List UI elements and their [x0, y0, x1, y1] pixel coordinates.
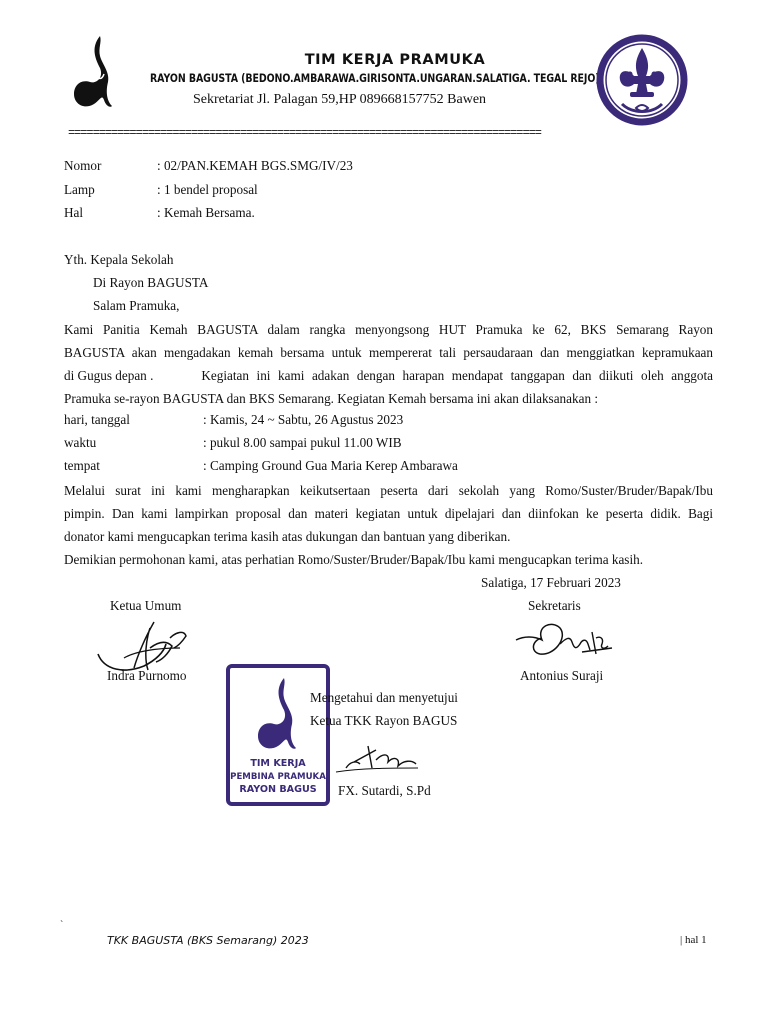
tunas-kelapa-icon: [66, 34, 124, 112]
meta-key-nomor: Nomor: [64, 158, 102, 173]
detail-value-place: : Camping Ground Gua Maria Kerep Ambarawa: [203, 458, 458, 473]
para1-line4: Pramuka se-rayon BAGUSTA dan BKS Semarang. Kegiatan Kemah bersama ini akan dilaksanakan :: [64, 391, 598, 406]
stamp-line3: RAYON BAGUS: [239, 784, 317, 795]
stamp-line1: TIM KERJA: [250, 758, 306, 769]
detail-key-place: tempat: [64, 458, 100, 473]
detail-key-date: hari, tanggal: [64, 412, 130, 427]
para1-line3: [64, 364, 713, 387]
signature-right-title: Sekretaris: [528, 598, 581, 613]
detail-key-time: waktu: [64, 435, 97, 450]
footer-page: | hal 1: [680, 934, 707, 946]
para1-line3-b: Kegiatan ini kami adakan dengan harapan mendapat tanggapan dan diikuti oleh anggota: [201, 368, 713, 383]
stamp-tunas-kelapa-icon: [252, 676, 308, 754]
paragraph-2: [64, 479, 713, 571]
approval-line2: Ketua TKK Rayon BAGUS: [310, 713, 458, 728]
closing-sentence: Demikian permohonan kami, atas perhatian Romo/Suster/Bruder/Bapak/Ibu kami mengucapkan terima kasih.: [64, 552, 643, 567]
stray-mark: `: [60, 920, 64, 931]
meta-key-lamp: Lamp: [64, 182, 95, 197]
signature-left-title: Ketua Umum: [110, 598, 182, 613]
para2-line2: pimpin. Dan kami lampirkan proposal dan materi kegiatan untuk dipelajari dan diinfokan ke peserta didik. Bagi: [64, 506, 713, 521]
meta-value-hal: : Kemah Bersama.: [157, 205, 255, 220]
recipient-line2: Di Rayon BAGUSTA: [93, 275, 209, 290]
detail-value-time: : pukul 8.00 sampai pukul 11.00 WIB: [203, 435, 402, 450]
footer-left: TKK BAGUSTA (BKS Semarang) 2023: [107, 934, 309, 947]
signature-right-icon: [512, 618, 616, 670]
org-address: Sekretariat Jl. Palagan 59,HP 089668157752 Bawen: [193, 92, 487, 107]
org-title: TIM KERJA PRAMUKA: [304, 52, 486, 68]
greeting: Salam Pramuka,: [93, 298, 180, 313]
para1-line1: Kami Panitia Kemah BAGUSTA dalam rangka menyongsong HUT Pramuka ke 62, BKS Semarang Rayon: [64, 322, 713, 337]
organization-stamp: [226, 664, 330, 806]
approval-name: FX. Sutardi, S.Pd: [338, 783, 431, 798]
paragraph-1: [64, 318, 713, 410]
signature-center-icon: [332, 738, 422, 778]
para2-line3: donator kami mengucapkan terima kasih atas dukungan dan bantuan yang diberikan.: [64, 529, 511, 544]
header-divider: =============================================================================: [68, 126, 541, 140]
detail-value-date: : Kamis, 24 ~ Sabtu, 26 Agustus 2023: [203, 412, 404, 427]
para1-line2: BAGUSTA akan mengadakan kemah bersama untuk mempererat tali persaudaraan dan menggiatkan kepramukaan: [64, 345, 713, 360]
signature-right-name: Antonius Suraji: [520, 668, 604, 683]
para2-line1: Melalui surat ini kami mengharapkan keikutsertaan peserta dari sekolah yang Romo/Suster/Bruder/Bapak/Ibu: [64, 483, 713, 498]
recipient-line1: Yth. Kepala Sekolah: [64, 252, 174, 267]
signature-left-name: Indra Purnomo: [107, 668, 187, 683]
scout-fleur-de-lis-icon: [596, 34, 688, 126]
meta-value-lamp: : 1 bendel proposal: [157, 182, 258, 197]
approval-line1: Mengetahui dan menyetujui: [310, 690, 458, 705]
meta-key-hal: Hal: [64, 205, 84, 220]
meta-value-nomor: : 02/PAN.KEMAH BGS.SMG/IV/23: [157, 158, 353, 173]
org-subtitle: RAYON BAGUSTA (BEDONO.AMBARAWA.GIRISONTA.UNGARAN.SALATIGA. TEGAL REJO): [150, 71, 600, 85]
para1-line3-a: di Gugus depan .: [64, 368, 154, 383]
stamp-line2: PEMBINA PRAMUKA: [230, 772, 326, 782]
place-date: Salatiga, 17 Februari 2023: [481, 575, 621, 590]
